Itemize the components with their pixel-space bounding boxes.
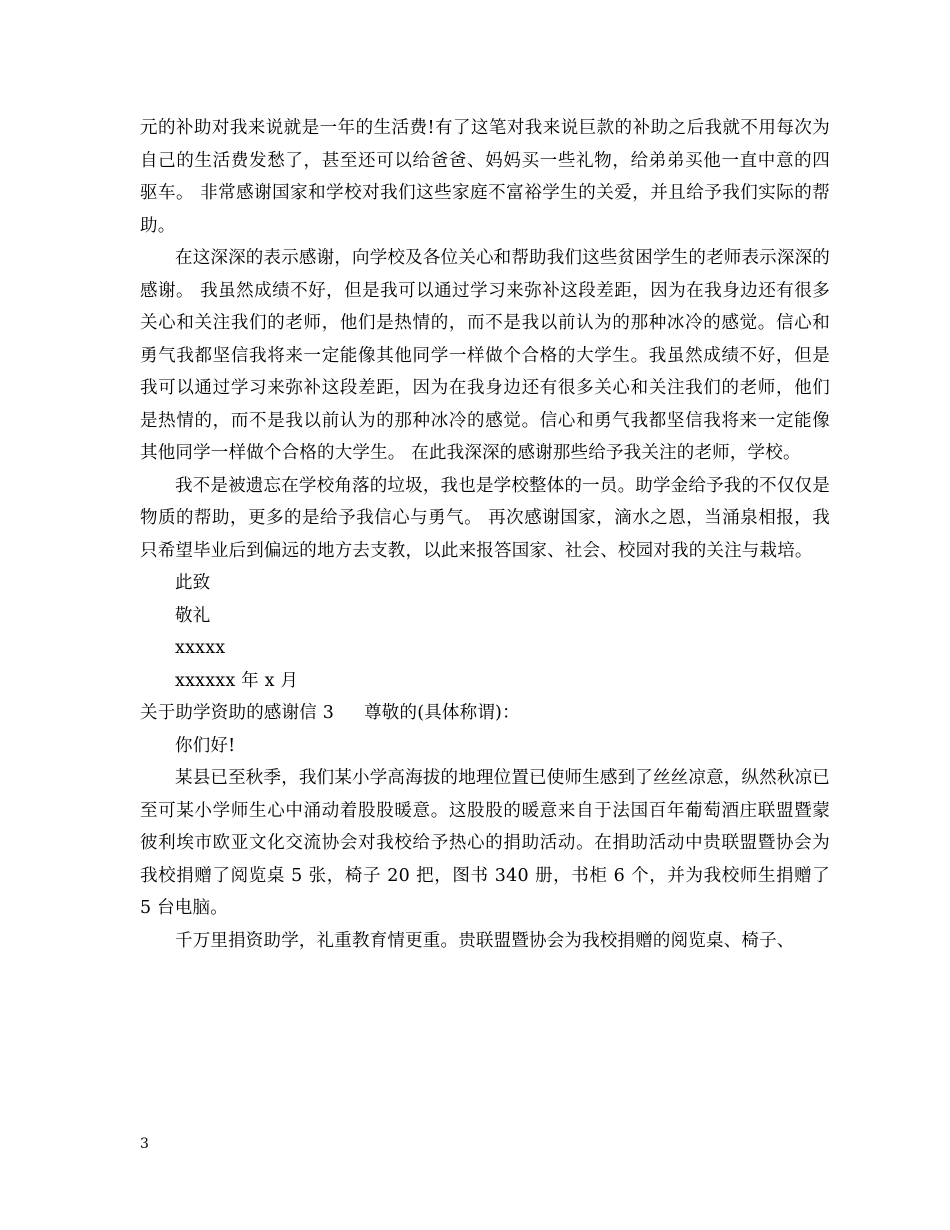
signature-date: xxxxxx 年 x 月 [175, 670, 299, 691]
closing-ci-zhi: 此致 [175, 573, 211, 593]
letter-body [140, 112, 830, 957]
letter3-greeting: 你们好! [175, 735, 236, 756]
body-paragraph-commitment: 我不是被遗忘在学校角落的垃圾，我也是学校整体的一员。助学金给予我的不仅仅是物质的帮助，更多的是给予我信心与勇气。 再次感谢国家，滴水之恩，当涌泉相报，我只希望毕业后到偏远的地方去支教，以此来报答国家、社会、校园对我的关注与栽培。 [140, 475, 830, 561]
signature: xxxxx [175, 638, 226, 658]
letter3-title: 关于助学资助的感谢信 3 [140, 703, 335, 723]
letter3-paragraph-gratitude: 千万里捐资助学，礼重教育情更重。贵联盟暨协会为我校捐赠的阅览桌、椅子、 [175, 930, 795, 951]
body-paragraph-thanks: 在这深深的表示感谢，向学校及各位关心和帮助我们这些贫困学生的老师表示深深的感谢。 我虽然成绩不好，但是我可以通过学习来弥补这段差距，因为在我身边还有很多关心和关注我们的老师，他们是热情的，而不是我以前认为的那种冰冷的感觉。信心和勇气我都坚信我将来一定能像其他同学一样做个合格的大学生。我虽然成绩不好，但是我可以通过学习来弥补这段差距，因为在我身边还有很多关心和关注我们的老师，他们是热情的，而不是我以前认为的那种冰冷的感觉。信心和勇气我都坚信我将来一定能像其他同学一样做个合格的大学生。 在此我深深的感谢那些给予我关注的老师，学校。 [140, 248, 830, 463]
letter3-salutation: 尊敬的(具体称谓)： [364, 703, 520, 723]
closing-jing-li: 敬礼 [175, 605, 211, 626]
letter3-paragraph-donation: 某县已至秋季，我们某小学高海拔的地理位置已使师生感到了丝丝凉意，纵然秋凉已至可某小学师生心中涌动着股股暖意。这股股的暖意来自于法国百年葡萄酒庄联盟暨蒙彼利埃市欧亚文化交流协会对我校给予热心的捐助活动。在捐助活动中贵联盟暨协会为我校捐赠了阅览桌 5 张，椅子 20 把，图书 340 册，书柜 6 个，并为我校师生捐赠了 5 台电脑。 [140, 768, 830, 918]
letter3-heading-line [140, 697, 830, 730]
page-number: 3 [140, 1136, 149, 1152]
body-paragraph-continued: 元的补助对我来说就是一年的生活费!有了这笔对我来说巨款的补助之后我就不用每次为自己的生活费发愁了，甚至还可以给爸爸、妈妈买一些礼物，给弟弟买他一直中意的四驱车。 非常感谢国家和学校对我们这些家庭不富裕学生的关爱，并且给予我们实际的帮助。 [140, 118, 830, 236]
